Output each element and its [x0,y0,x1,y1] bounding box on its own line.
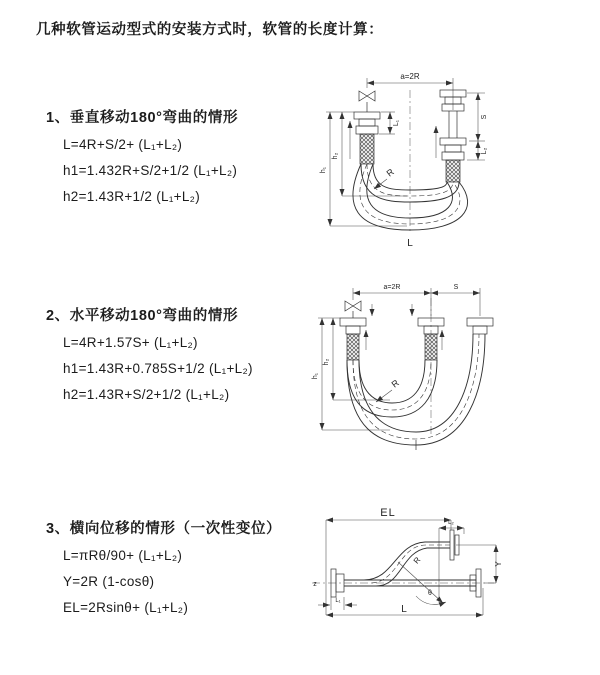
dim-label-h1: h₁ [320,166,327,174]
length-label: L [401,604,407,615]
dim-label-s: S [481,114,488,120]
section-2-heading: 2、水平移动180°弯曲的情形 [46,308,239,324]
flanged-connections [340,318,493,360]
right-riser [440,90,466,182]
dim-label-l2: L₂ [448,520,454,526]
angle-arc [416,596,446,604]
hose-curves [344,542,476,586]
section-3-formulas [46,543,281,621]
valve-icon [345,301,361,318]
left-flange [354,112,380,164]
diagram-2-horizontal-bend [308,278,598,470]
hose-braid-hatch [360,134,374,164]
dimension-lines [318,520,496,615]
diagram-3-lateral-displacement [298,500,598,652]
radius-label: R [411,555,423,566]
valve-icon [359,91,375,112]
section-2 [46,304,253,408]
formula-line: h2=1.43R+1/2 (L₁+L₂) [63,189,201,204]
hose-braid-hatch [347,334,359,360]
dim-label-l1: L₁ [335,598,341,604]
hose-braid-hatch [446,160,460,182]
dim-label-el: EL [380,507,396,519]
dim-label-a2r: a=2R [400,72,420,81]
formula-line: h2=1.43R+S/2+1/2 (L₁+L₂) [63,387,230,402]
radius-label: R [384,166,396,179]
dim-label-h1: h₁ [312,372,319,380]
page-title: 几种软管运动型式的安装方式时，软管的长度计算： [36,22,384,38]
diagram-1-vertical-bend [310,66,590,266]
dim-label-y: Y [494,561,503,567]
radius-label: R [389,377,401,390]
dim-label-h2: h₂ [332,152,339,160]
formula-line: L=4R+1.57S+ (L₁+L₂) [63,335,198,350]
section-1 [46,106,238,210]
formula-line: h1=1.432R+S/2+1/2 (L₁+L₂) [63,163,238,178]
formula-line: EL=2Rsinθ+ (L₁+L₂) [63,600,189,615]
formula-line: Y=2R (1-cosθ) [63,574,155,589]
dim-label-a2r: a=2R [383,284,401,291]
dim-label-l2: L₂ [481,147,488,155]
length-label: L [407,238,413,249]
section-1-formulas [46,132,238,210]
radius-line [398,562,443,603]
dim-label-h2: h₂ [323,358,330,366]
formula-line: h1=1.43R+0.785S+1/2 (L₁+L₂) [63,361,253,376]
diagram-1-labels [320,72,488,249]
diagram-3-labels [313,507,503,615]
dim-label-l1: L₁ [393,119,400,127]
axis-mark: z [313,581,317,588]
formula-line: L=4R+S/2+ (L₁+L₂) [63,137,183,152]
dim-label-s: S [453,284,459,291]
hose-curves [347,334,485,450]
section-2-formulas [46,330,253,408]
section-3 [46,517,281,621]
angle-label: θ [428,590,432,597]
section-3-heading: 3、横向位移的情形（一次性变位） [46,521,282,537]
section-1-heading: 1、垂直移动180°弯曲的情形 [46,110,239,126]
hose-braid-hatch [425,334,437,360]
formula-line: L=πRθ/90+ (L₁+L₂) [63,548,183,563]
